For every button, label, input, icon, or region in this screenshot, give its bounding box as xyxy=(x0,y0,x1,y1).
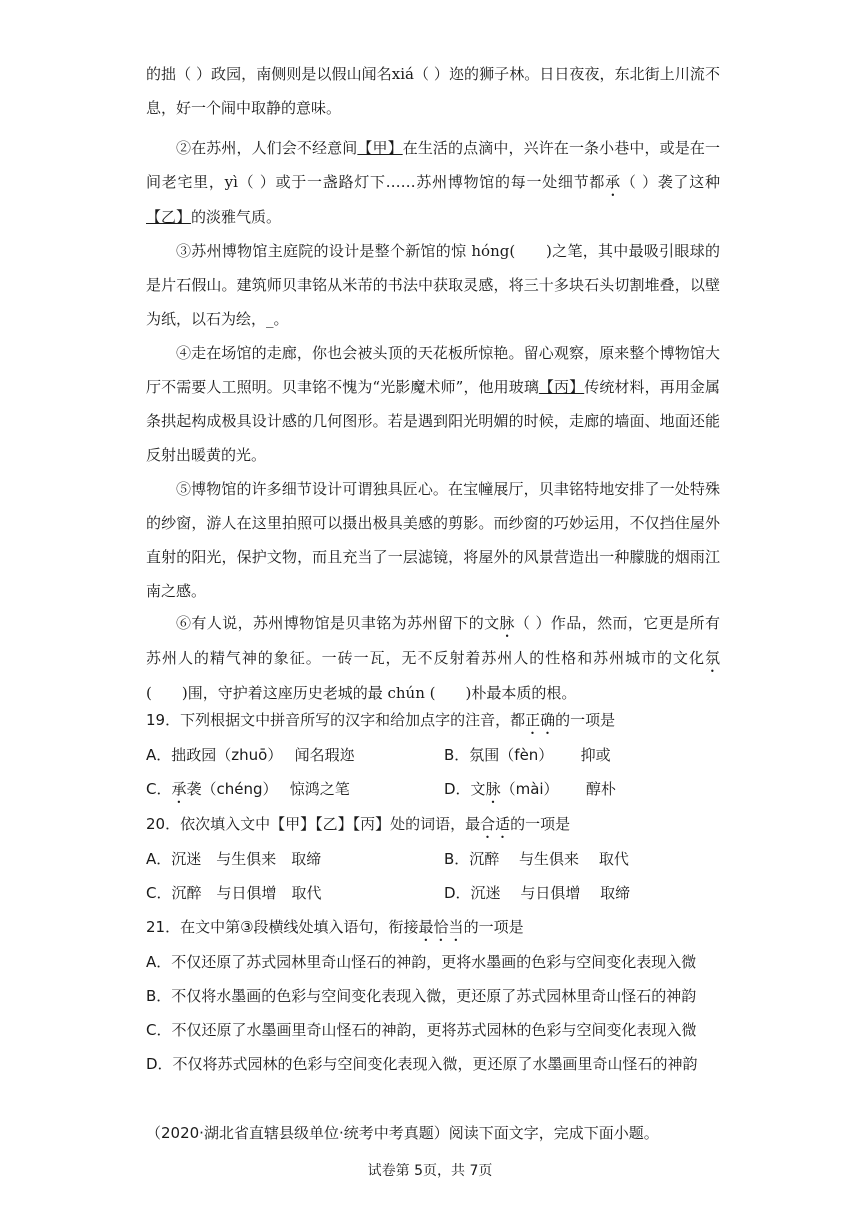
text-span: 21．在文中第③段横线处填入语句，衔接 xyxy=(146,918,419,936)
dotted-char: 承 xyxy=(171,780,187,798)
text-span: 不息，好一个闹中取静的意味。 xyxy=(146,65,720,117)
text-span: ②在苏州，人们会不经意间 xyxy=(176,139,358,157)
text-span: 20．依次填入文中【甲】【乙】【丙】处的词语，最 xyxy=(146,815,481,833)
dotted-word: 正确 xyxy=(525,711,556,729)
text-span: 的淡雅气质。 xyxy=(191,208,282,226)
text-span: ( )围，守护着这座历史老城的最 chún ( )朴最本质的根。 xyxy=(146,684,577,702)
question-19-option-d[interactable] xyxy=(444,778,616,807)
text-span: 的一项是 xyxy=(555,711,616,729)
text-span: ④走在场馆的走廊，你也会被头顶的天花板所惊艳。留心观察，原来整个博物馆大厅不需要人工照明。贝聿铭不愧为“光影魔术师”，他用玻璃 xyxy=(146,344,720,396)
text-span: ⑥有人说，苏州博物馆是贝聿铭为苏州留下的文 xyxy=(176,614,500,632)
question-21-option-a[interactable]: A．不仅还原了苏式园林里奇山怪石的神韵，更将水墨画的色彩与空间变化表现入微 xyxy=(146,953,697,971)
passage-paragraph-6 xyxy=(146,606,720,710)
dotted-char-cheng: 承 xyxy=(605,173,621,191)
next-section-intro: （2020·湖北省直辖县级单位·统考中考真题）阅读下面文字，完成下面小题。 xyxy=(146,1124,659,1142)
text-span: 袭（chéng） 惊鸿之笔 xyxy=(186,780,350,798)
text-span: xiá（ ）迩的狮子林。日日夜夜，东北街上川流 xyxy=(391,65,705,83)
dotted-word: 合适 xyxy=(480,815,511,833)
text-span: 的一项是 xyxy=(463,918,524,936)
text-span: C． xyxy=(146,780,172,798)
question-19-stem xyxy=(146,709,615,738)
question-19-option-a[interactable]: A．拙政园（zhuō） 闻名瑕迩 xyxy=(146,746,355,764)
passage-paragraph-4 xyxy=(146,336,720,472)
question-19-option-c[interactable] xyxy=(146,778,350,807)
text-span: D．文 xyxy=(444,780,486,798)
question-20-option-c[interactable]: C．沉醉 与日俱增 取代 xyxy=(146,884,322,902)
blank-jia: 【甲】 xyxy=(357,139,403,157)
passage-paragraph-2 xyxy=(146,131,720,234)
text-span: （ ）袭了这种 xyxy=(620,173,720,191)
text-span: 19．下列根据文中拼音所写的汉字和给加点字的注音，都 xyxy=(146,711,526,729)
dotted-word: 最恰当 xyxy=(418,918,464,936)
text-span: 在生活的点滴中，兴许在一条小巷中，或是在一间老宅里，yì（ ）或于一盏路灯下……苏州博物馆的每一处细节都 xyxy=(146,139,720,191)
question-20-option-d[interactable]: D．沉迷 与日俱增 取缔 xyxy=(444,884,631,902)
text-span: （ ）作品，然而，它更是所有苏州人的精气神的象征。一砖一瓦，无不反射着苏州人的性格和苏州城市的文化 xyxy=(146,614,720,667)
question-20-stem xyxy=(146,813,570,842)
question-19-option-b[interactable]: B．氛围（fèn） 抑或 xyxy=(444,746,611,764)
question-20-option-b[interactable]: B．沉醉 与生俱来 取代 xyxy=(444,850,629,868)
dotted-char-mai: 脉 xyxy=(499,614,515,632)
text-span: 的拙（ ）政园，南侧则是以假山闻名 xyxy=(146,65,392,83)
question-21-option-b[interactable]: B．不仅将水墨画的色彩与空间变化表现入微，更还原了苏式园林里奇山怪石的神韵 xyxy=(146,987,697,1005)
question-21-option-d[interactable]: D．不仅将苏式园林的色彩与空间变化表现入微，更还原了水墨画里奇山怪石的神韵 xyxy=(146,1055,698,1073)
dotted-char: 脉 xyxy=(485,780,501,798)
page-footer: 试卷第 5页，共 7页 xyxy=(367,1163,493,1179)
text-span: 的一项是 xyxy=(510,815,571,833)
blank-bing: 【丙】 xyxy=(538,378,585,396)
passage-paragraph-1-end xyxy=(146,57,720,125)
question-21-stem xyxy=(146,916,524,945)
blank-yi: 【乙】 xyxy=(146,208,192,226)
text-span: 传统材料，再用金属条拱起构成极具设计感的几何图形。若是遇到阳光明媚的时候，走廊的墙面、地面还能反射出暖黄的光。 xyxy=(146,378,720,464)
question-20-option-a[interactable]: A．沉迷 与生俱来 取缔 xyxy=(146,850,322,868)
passage-paragraph-5: ⑤博物馆的许多细节设计可谓独具匠心。在宝幢展厅，贝聿铭特地安排了一处特殊的纱窗，游人在这里拍照可以摄出极具美感的剪影。而纱窗的巧妙运用，不仅挡住屋外直射的阳光，保护文物，而且充当了一层滤镜，将屋外的风景营造出一种朦胧的烟雨江南之感。 xyxy=(146,480,720,600)
passage-paragraph-3: ③苏州博物馆主庭院的设计是整个新馆的惊 hóng( )之笔，其中最吸引眼球的是片石假山。建筑师贝聿铭从米芾的书法中获取灵感，将三十多块石头切割堆叠，以壁为纸，以石为绘，_。 xyxy=(146,242,720,328)
question-21-option-c[interactable]: C．不仅还原了水墨画里奇山怪石的神韵，更将苏式园林的色彩与空间变化表现入微 xyxy=(146,1021,697,1039)
text-span: （mài） 醇朴 xyxy=(500,780,616,798)
dotted-char-fen: 氛 xyxy=(704,649,720,667)
